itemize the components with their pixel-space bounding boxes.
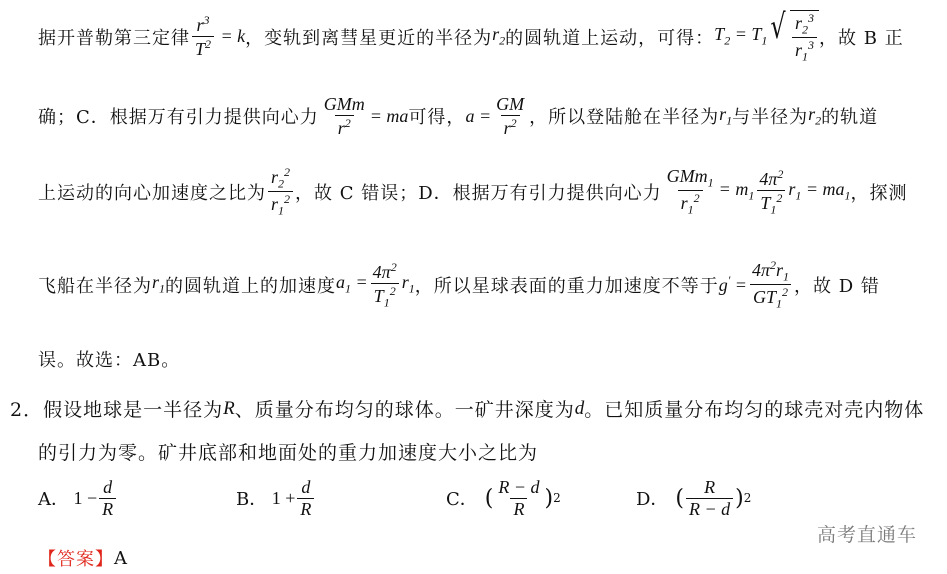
solution-line-4 [38,259,880,310]
solution-line-1 [38,7,904,64]
formula-r1-ma1: $r_1 = ma_1$ [788,179,851,203]
formula-g-prime: g' = [718,273,747,296]
var-d: d [574,397,585,419]
watermark: 高考直通车 [816,524,917,546]
option-a[interactable] [38,478,118,519]
formula-a: a = [465,105,492,126]
text-spaceship: 飞船在半径为 [38,275,152,297]
text-keyi: 可得， [408,107,466,129]
formula-eq-m1: = $m_1$ [718,179,755,203]
formula-g-frac: $\frac{4\pi^2r_1}{GT_1^2}$ [751,258,789,311]
question-text-2: 、质量分布均匀的球体。一矿井深度为 [234,399,575,421]
answer-tag: 【答案】 [38,549,114,570]
text-not-equal: ，所以星球表面的重力加速度不等于 [414,275,719,297]
text-accel: 的圆轨道上的加速度 [165,275,337,297]
formula-a1: $a_1$ = [336,272,368,296]
option-b-frac: $\frac{d}{R}$ [297,478,314,519]
text-kepler: 据开普勒第三定律 [38,27,190,49]
text-result: 的圆轨道上运动，可得： [505,27,715,49]
question-2-line-1 [10,395,924,422]
option-c-open: ( [477,485,494,511]
option-d-label: D． [636,489,669,511]
text-orbit: 的轨道 [821,107,879,129]
formula-ratio: $\frac{r_2^2}{r_1^2}$ [268,166,293,217]
option-d-frac: $\frac{R}{R - d}$ [686,478,733,519]
option-c[interactable] [446,478,561,519]
solution-line-5 [38,346,180,372]
question-number: 2． [10,399,44,421]
option-c-label: C． [446,489,478,511]
var-R: R [223,397,235,419]
var-r1: $r_1$ [719,104,733,128]
text-c-wrong: ，故 C 错误；D．根据万有引力提供向心力 [295,182,662,204]
option-b[interactable] [236,478,316,519]
text-lander: ，所以登陆舱在半径为 [529,107,720,129]
text-choose: 误。故选：AB。 [38,350,181,371]
formula-gravity: $\frac{\text{GMm}}{r^2}$ [323,94,365,138]
option-a-label: A． [38,489,69,511]
text-c-reason: 确；C．根据万有引力提供向心力 [38,107,319,129]
question-text-3: 。已知质量分布均匀的球壳对壳内物体 [584,399,925,421]
formula-gm-r2: $\frac{GM}{r^2}$ [496,94,525,138]
question-text-4: 的引力为零。矿井底部和地面处的重力加速度大小之比为 [38,442,539,464]
var-r1b: $r_1$ [152,272,166,296]
option-c-close: ) [544,485,554,511]
formula-period: $T_2 = T_1$ [714,24,768,48]
formula-a1-r1: $r_1$ [401,272,415,296]
formula-4pi2: $\frac{4\pi^2}{T_1^2}$ [759,166,784,217]
solution-line-2 [38,95,878,138]
text-orbit-change: ，变轨到离彗星更近的半径为 [245,27,493,49]
solution-line-3 [38,166,908,217]
question-2-line-2 [38,438,538,465]
formula-gravity-m1: $\frac{GMm_1}{r_1^2}$ [666,166,714,217]
formula-ma: = ma [369,105,409,126]
option-b-label: B． [236,489,268,511]
text-b-correct: ，故 B 正 [819,27,904,49]
var-r2b: $r_2$ [808,104,822,128]
answer-value: A [114,547,128,569]
question-text-1: 假设地球是一半径为 [43,399,224,421]
option-a-frac: $\frac{d}{R}$ [99,478,116,519]
text-d-wrong: ，故 D 错 [794,275,880,297]
text-and-radius: 与半径为 [732,107,809,129]
option-c-frac: $\frac{R - d}{R}$ [498,477,540,519]
formula-sqrt: √ $\frac{r_2^3}{r_1^3}$ [767,10,819,63]
text-probe: ，探测 [850,182,908,204]
option-d[interactable] [636,478,751,519]
formula-a1-frac: $\frac{4\pi^2}{T_1^2}$ [372,259,397,310]
option-d-exp: 2 [743,491,752,506]
var-r2: $r_2$ [492,24,506,48]
text-ratio: 上运动的向心加速度之比为 [38,182,266,204]
option-c-exp: 2 [553,491,561,506]
formula-eq-k: = k [216,26,246,47]
option-a-one: 1 − [69,487,98,508]
option-d-close: ) [735,485,744,511]
option-b-one: 1 + [267,487,296,508]
formula-kepler-ratio: $\frac{r^3}{T^2}$ [192,14,214,59]
option-d-open: ( [668,485,685,511]
answer-line [38,545,128,571]
